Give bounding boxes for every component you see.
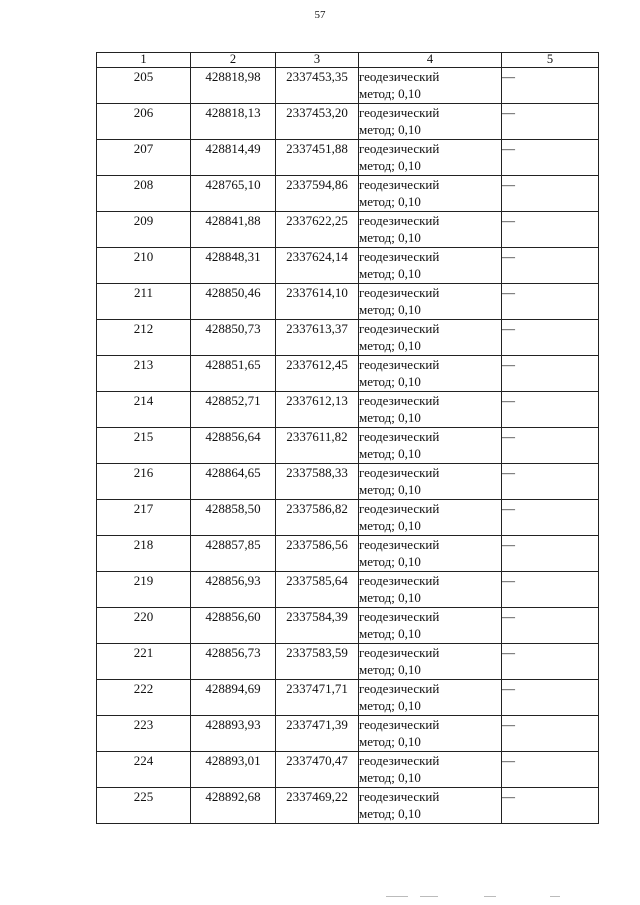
method-name: геодезический (359, 393, 440, 408)
y-coordinate-cell: 2337453,20 (276, 104, 359, 140)
point-number-cell: 210 (97, 248, 191, 284)
y-coordinate-cell: 2337622,25 (276, 212, 359, 248)
method-cell (359, 608, 502, 644)
method-cell (359, 680, 502, 716)
y-coordinate-cell: 2337594,86 (276, 176, 359, 212)
x-coordinate-cell: 428892,68 (191, 788, 276, 824)
method-accuracy: метод; 0,10 (359, 230, 421, 245)
point-number-cell: 206 (97, 104, 191, 140)
y-coordinate-cell: 2337612,13 (276, 392, 359, 428)
table-row (97, 788, 599, 824)
note-cell (502, 644, 599, 680)
y-coordinate-cell: 2337471,71 (276, 680, 359, 716)
table-row (97, 608, 599, 644)
method-name: геодезический (359, 105, 440, 120)
page-number: 57 (314, 9, 326, 21)
column-header-4: 4 (359, 53, 502, 68)
method-accuracy: метод; 0,10 (359, 662, 421, 677)
note-cell (502, 248, 599, 284)
point-number-cell: 217 (97, 500, 191, 536)
method-name: геодезический (359, 429, 440, 444)
x-coordinate-cell: 428856,60 (191, 608, 276, 644)
x-coordinate-cell: 428858,50 (191, 500, 276, 536)
x-coordinate-cell: 428864,65 (191, 464, 276, 500)
x-coordinate-cell: 428814,49 (191, 140, 276, 176)
dash-mark: — (502, 285, 515, 300)
method-name: геодезический (359, 285, 440, 300)
coordinates-table (96, 52, 599, 824)
table-row (97, 464, 599, 500)
dash-mark: — (502, 141, 515, 156)
method-accuracy: метод; 0,10 (359, 482, 421, 497)
method-accuracy: метод; 0,10 (359, 554, 421, 569)
method-cell (359, 500, 502, 536)
dash-mark: — (502, 321, 515, 336)
method-name: геодезический (359, 609, 440, 624)
method-accuracy: метод; 0,10 (359, 518, 421, 533)
method-cell (359, 536, 502, 572)
note-cell (502, 428, 599, 464)
method-name: геодезический (359, 357, 440, 372)
method-name: геодезический (359, 321, 440, 336)
note-cell (502, 176, 599, 212)
method-name: геодезический (359, 681, 440, 696)
note-cell (502, 392, 599, 428)
y-coordinate-cell: 2337470,47 (276, 752, 359, 788)
method-name: геодезический (359, 717, 440, 732)
point-number-cell: 224 (97, 752, 191, 788)
x-coordinate-cell: 428841,88 (191, 212, 276, 248)
dash-mark: — (502, 573, 515, 588)
x-coordinate-cell: 428818,13 (191, 104, 276, 140)
method-cell (359, 284, 502, 320)
method-cell (359, 356, 502, 392)
y-coordinate-cell: 2337451,88 (276, 140, 359, 176)
note-cell (502, 752, 599, 788)
y-coordinate-cell: 2337613,37 (276, 320, 359, 356)
method-name: геодезический (359, 537, 440, 552)
method-cell (359, 716, 502, 752)
dash-mark: — (502, 249, 515, 264)
method-accuracy: метод; 0,10 (359, 266, 421, 281)
dash-mark: — (502, 429, 515, 444)
dash-mark: — (502, 357, 515, 372)
y-coordinate-cell: 2337588,33 (276, 464, 359, 500)
point-number-cell: 213 (97, 356, 191, 392)
column-header-2: 2 (191, 53, 276, 68)
x-coordinate-cell: 428856,64 (191, 428, 276, 464)
method-cell (359, 140, 502, 176)
method-accuracy: метод; 0,10 (359, 338, 421, 353)
point-number-cell: 211 (97, 284, 191, 320)
dash-mark: — (502, 501, 515, 516)
method-accuracy: метод; 0,10 (359, 410, 421, 425)
point-number-cell: 205 (97, 68, 191, 104)
table-row (97, 752, 599, 788)
method-accuracy: метод; 0,10 (359, 770, 421, 785)
table-row (97, 500, 599, 536)
method-accuracy: метод; 0,10 (359, 86, 421, 101)
method-name: геодезический (359, 213, 440, 228)
dash-mark: — (502, 465, 515, 480)
table-body (97, 68, 599, 824)
method-cell (359, 248, 502, 284)
dash-mark: — (502, 537, 515, 552)
point-number-cell: 209 (97, 212, 191, 248)
point-number-cell: 216 (97, 464, 191, 500)
method-accuracy: метод; 0,10 (359, 122, 421, 137)
table-row (97, 680, 599, 716)
x-coordinate-cell: 428765,10 (191, 176, 276, 212)
note-cell (502, 104, 599, 140)
point-number-cell: 223 (97, 716, 191, 752)
dash-mark: — (502, 609, 515, 624)
x-coordinate-cell: 428856,93 (191, 572, 276, 608)
table-row (97, 428, 599, 464)
method-accuracy: метод; 0,10 (359, 158, 421, 173)
scan-artifact (380, 896, 580, 900)
method-accuracy: метод; 0,10 (359, 590, 421, 605)
method-accuracy: метод; 0,10 (359, 374, 421, 389)
dash-mark: — (502, 213, 515, 228)
table-row (97, 248, 599, 284)
table-row (97, 716, 599, 752)
point-number-cell: 222 (97, 680, 191, 716)
column-header-5: 5 (502, 53, 599, 68)
table-row (97, 176, 599, 212)
y-coordinate-cell: 2337583,59 (276, 644, 359, 680)
note-cell (502, 320, 599, 356)
x-coordinate-cell: 428893,01 (191, 752, 276, 788)
method-accuracy: метод; 0,10 (359, 734, 421, 749)
method-name: геодезический (359, 249, 440, 264)
method-cell (359, 212, 502, 248)
y-coordinate-cell: 2337614,10 (276, 284, 359, 320)
x-coordinate-cell: 428894,69 (191, 680, 276, 716)
method-name: геодезический (359, 645, 440, 660)
note-cell (502, 212, 599, 248)
method-accuracy: метод; 0,10 (359, 626, 421, 641)
note-cell (502, 500, 599, 536)
note-cell (502, 464, 599, 500)
note-cell (502, 716, 599, 752)
point-number-cell: 221 (97, 644, 191, 680)
table-row (97, 212, 599, 248)
method-name: геодезический (359, 789, 440, 804)
dash-mark: — (502, 69, 515, 84)
x-coordinate-cell: 428857,85 (191, 536, 276, 572)
method-name: геодезический (359, 69, 440, 84)
note-cell (502, 68, 599, 104)
method-name: геодезический (359, 141, 440, 156)
dash-mark: — (502, 645, 515, 660)
note-cell (502, 140, 599, 176)
method-cell (359, 644, 502, 680)
table-row (97, 644, 599, 680)
method-name: геодезический (359, 465, 440, 480)
y-coordinate-cell: 2337584,39 (276, 608, 359, 644)
y-coordinate-cell: 2337453,35 (276, 68, 359, 104)
table-row (97, 140, 599, 176)
y-coordinate-cell: 2337586,82 (276, 500, 359, 536)
table-row (97, 536, 599, 572)
x-coordinate-cell: 428856,73 (191, 644, 276, 680)
point-number-cell: 215 (97, 428, 191, 464)
table-row (97, 572, 599, 608)
table-row (97, 356, 599, 392)
dash-mark: — (502, 789, 515, 804)
x-coordinate-cell: 428848,31 (191, 248, 276, 284)
table-row (97, 392, 599, 428)
note-cell (502, 356, 599, 392)
dash-mark: — (502, 105, 515, 120)
y-coordinate-cell: 2337585,64 (276, 572, 359, 608)
y-coordinate-cell: 2337586,56 (276, 536, 359, 572)
x-coordinate-cell: 428818,98 (191, 68, 276, 104)
x-coordinate-cell: 428852,71 (191, 392, 276, 428)
point-number-cell: 212 (97, 320, 191, 356)
method-accuracy: метод; 0,10 (359, 194, 421, 209)
point-number-cell: 225 (97, 788, 191, 824)
dash-mark: — (502, 681, 515, 696)
note-cell (502, 680, 599, 716)
method-cell (359, 752, 502, 788)
method-cell (359, 68, 502, 104)
table-row (97, 104, 599, 140)
y-coordinate-cell: 2337611,82 (276, 428, 359, 464)
method-name: геодезический (359, 177, 440, 192)
y-coordinate-cell: 2337612,45 (276, 356, 359, 392)
method-cell (359, 788, 502, 824)
method-accuracy: метод; 0,10 (359, 446, 421, 461)
note-cell (502, 608, 599, 644)
note-cell (502, 536, 599, 572)
method-cell (359, 392, 502, 428)
column-header-3: 3 (276, 53, 359, 68)
x-coordinate-cell: 428850,46 (191, 284, 276, 320)
y-coordinate-cell: 2337469,22 (276, 788, 359, 824)
point-number-cell: 208 (97, 176, 191, 212)
point-number-cell: 220 (97, 608, 191, 644)
method-name: геодезический (359, 501, 440, 516)
note-cell (502, 788, 599, 824)
point-number-cell: 214 (97, 392, 191, 428)
note-cell (502, 572, 599, 608)
method-accuracy: метод; 0,10 (359, 302, 421, 317)
table-row (97, 320, 599, 356)
method-name: геодезический (359, 573, 440, 588)
y-coordinate-cell: 2337624,14 (276, 248, 359, 284)
x-coordinate-cell: 428851,65 (191, 356, 276, 392)
point-number-cell: 218 (97, 536, 191, 572)
y-coordinate-cell: 2337471,39 (276, 716, 359, 752)
method-cell (359, 464, 502, 500)
dash-mark: — (502, 753, 515, 768)
dash-mark: — (502, 393, 515, 408)
method-cell (359, 176, 502, 212)
dash-mark: — (502, 717, 515, 732)
method-cell (359, 428, 502, 464)
x-coordinate-cell: 428893,93 (191, 716, 276, 752)
method-accuracy: метод; 0,10 (359, 806, 421, 821)
dash-mark: — (502, 177, 515, 192)
method-cell (359, 104, 502, 140)
table-row (97, 68, 599, 104)
point-number-cell: 207 (97, 140, 191, 176)
point-number-cell: 219 (97, 572, 191, 608)
x-coordinate-cell: 428850,73 (191, 320, 276, 356)
table-header-row (97, 53, 599, 68)
method-name: геодезический (359, 753, 440, 768)
table-row (97, 284, 599, 320)
note-cell (502, 284, 599, 320)
method-cell (359, 320, 502, 356)
column-header-1: 1 (97, 53, 191, 68)
method-accuracy: метод; 0,10 (359, 698, 421, 713)
method-cell (359, 572, 502, 608)
